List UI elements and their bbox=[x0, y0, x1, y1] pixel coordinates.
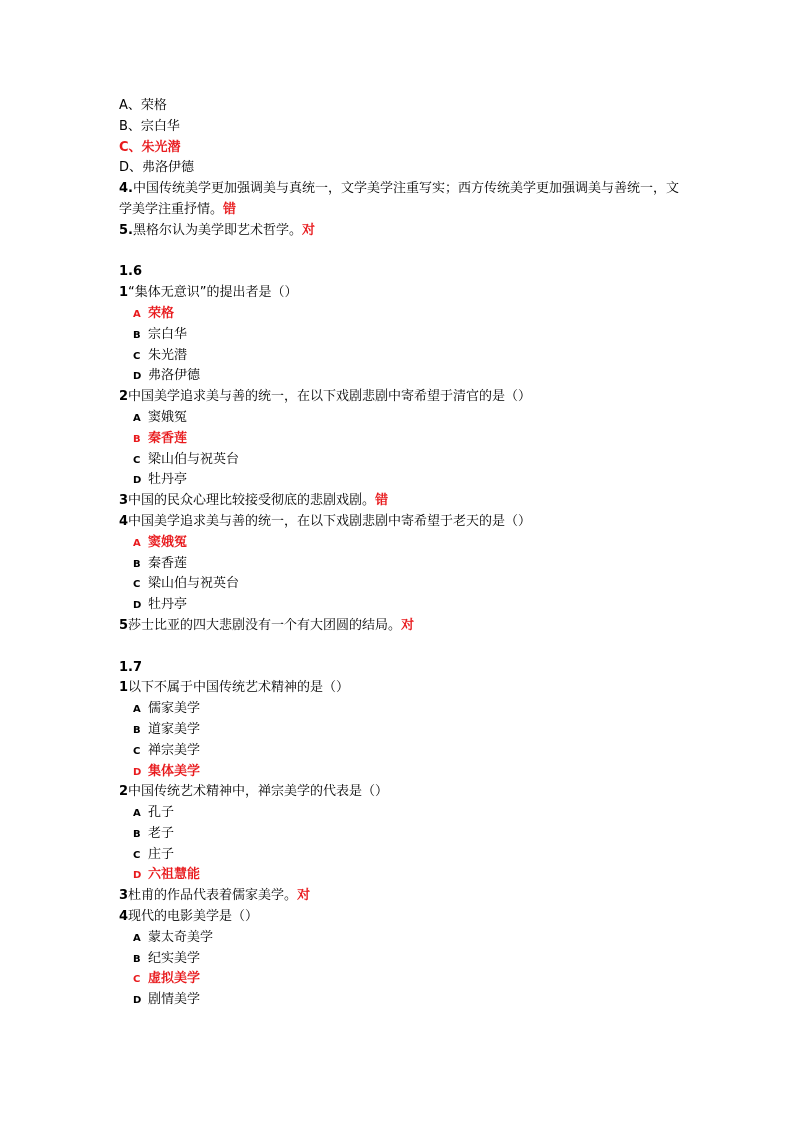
option-b: B 秦香莲 bbox=[133, 555, 188, 571]
option-c-correct: C、朱光潜 bbox=[119, 139, 181, 155]
option-a-correct: A 窦娥冤 bbox=[133, 534, 188, 550]
option-a-correct: A 荣格 bbox=[133, 305, 175, 321]
answer-right: 对 bbox=[302, 222, 316, 238]
option-a: A、荣格 bbox=[119, 98, 167, 113]
option-a: A 孔子 bbox=[133, 805, 175, 821]
question-2: 2中国传统艺术精神中，禅宗美学的代表是（） bbox=[119, 784, 389, 800]
answer-wrong: 错 bbox=[223, 201, 237, 217]
option-b-correct: B 秦香莲 bbox=[133, 430, 188, 446]
option-a: A 儒家美学 bbox=[133, 701, 201, 717]
question-4: 4现代的电影美学是（） bbox=[119, 909, 259, 925]
question-3-true-false: 3杜甫的作品代表着儒家美学。对 bbox=[119, 888, 311, 904]
question-2: 2中国美学追求美与善的统一，在以下戏剧悲剧中寄希望于清官的是（） bbox=[119, 389, 532, 405]
answer-right: 对 bbox=[297, 888, 311, 904]
answer-wrong: 错 bbox=[375, 493, 389, 509]
option-d: D 牡丹亭 bbox=[133, 597, 188, 613]
option-b: B、宗白华 bbox=[119, 118, 180, 134]
option-b: B 老子 bbox=[133, 825, 175, 841]
question-5-true-false: 5.黑格尔认为美学即艺术哲学。对 bbox=[119, 222, 316, 238]
answer-right: 对 bbox=[401, 617, 415, 633]
option-b: B 纪实美学 bbox=[133, 950, 201, 966]
option-d: D、弗洛伊德 bbox=[119, 160, 195, 176]
option-c: C 梁山伯与祝英台 bbox=[133, 451, 240, 467]
option-d: D 牡丹亭 bbox=[133, 472, 188, 488]
option-d-correct: D 集体美学 bbox=[133, 763, 201, 779]
option-d-correct: D 六祖慧能 bbox=[133, 867, 201, 883]
question-4: 4中国美学追求美与善的统一，在以下戏剧悲剧中寄希望于老天的是（） bbox=[119, 513, 532, 529]
question-4-true-false: 4.中国传统美学更加强调美与真统一，文学美学注重写实；西方传统美学更加强调美与善统一，文学美学注重抒情。错 bbox=[119, 181, 679, 217]
option-a: A 窦娥冤 bbox=[133, 409, 188, 425]
option-c-correct: C 虚拟美学 bbox=[133, 971, 201, 987]
question-3-true-false: 3中国的民众心理比较接受彻底的悲剧戏剧。错 bbox=[119, 493, 389, 509]
option-c: C 朱光潜 bbox=[133, 347, 188, 363]
option-c: C 禅宗美学 bbox=[133, 742, 201, 758]
option-d: D 弗洛伊德 bbox=[133, 368, 201, 384]
option-a: A 蒙太奇美学 bbox=[133, 929, 214, 945]
question-5-true-false: 5莎士比亚的四大悲剧没有一个有大团圆的结局。对 bbox=[119, 617, 415, 633]
section-title: 1.6 bbox=[119, 264, 143, 280]
option-b: B 道家美学 bbox=[133, 721, 201, 737]
question-1: 1“集体无意识”的提出者是（） bbox=[119, 285, 298, 301]
option-c: C 庄子 bbox=[133, 846, 175, 862]
document-page bbox=[119, 96, 679, 1011]
option-d: D 剧情美学 bbox=[133, 992, 201, 1008]
section-title: 1.7 bbox=[119, 659, 143, 675]
option-b: B 宗白华 bbox=[133, 326, 188, 342]
question-1: 1以下不属于中国传统艺术精神的是（） bbox=[119, 680, 350, 696]
option-c: C 梁山伯与祝英台 bbox=[133, 576, 240, 592]
